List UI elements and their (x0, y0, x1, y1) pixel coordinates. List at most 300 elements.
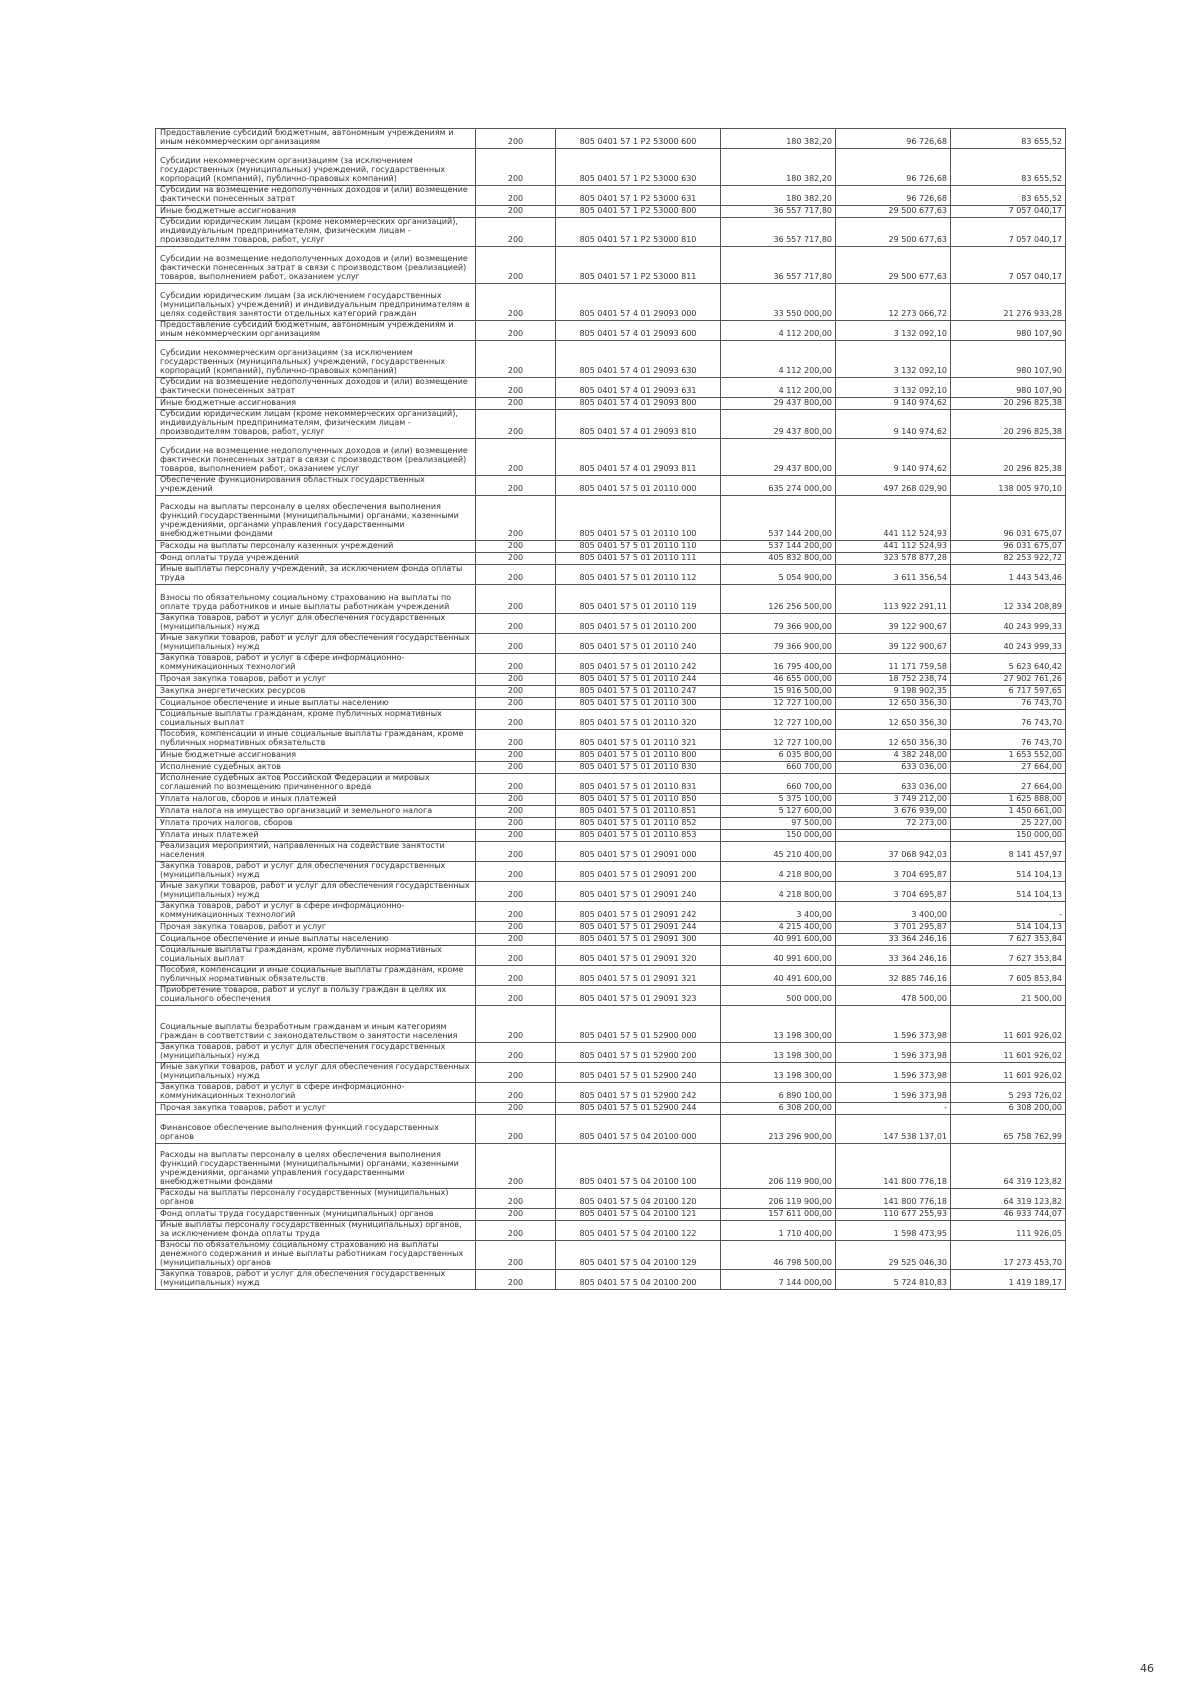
row-kbk: 805 0401 57 4 01 29093 000 (556, 284, 721, 321)
table-row (156, 842, 1066, 862)
row-kbk: 805 0401 57 5 01 20110 111 (556, 553, 721, 565)
row-approved: 4 218 800,00 (721, 862, 836, 882)
row-unexecuted: 65 758 762,99 (951, 1115, 1066, 1144)
table-row (156, 149, 1066, 186)
row-code: 200 (476, 186, 556, 206)
row-executed: 3 704 695,87 (836, 862, 951, 882)
row-code: 200 (476, 541, 556, 553)
row-executed: 3 132 092,10 (836, 321, 951, 341)
row-code: 200 (476, 774, 556, 794)
row-unexecuted: 1 443 543,46 (951, 565, 1066, 585)
row-unexecuted: 980 107,90 (951, 341, 1066, 378)
row-approved: 500 000,00 (721, 986, 836, 1006)
row-code: 200 (476, 585, 556, 614)
row-executed: 9 198 902,35 (836, 686, 951, 698)
row-name: Социальные выплаты гражданам, кроме публичных нормативных социальных выплат (156, 946, 476, 966)
row-kbk: 805 0401 57 5 01 20110 852 (556, 818, 721, 830)
row-executed: 96 726,68 (836, 149, 951, 186)
row-approved: 79 366 900,00 (721, 634, 836, 654)
row-name: Субсидии юридическим лицам (за исключением государственных (муниципальных) учреждений) и индивидуальным предпринимателям в целях содействия занятости отдельных категорий граждан (156, 284, 476, 321)
row-approved: 5 375 100,00 (721, 794, 836, 806)
row-name: Субсидии на возмещение недополученных доходов и (или) возмещение фактически понесенных затрат (156, 186, 476, 206)
row-unexecuted: 7 057 040,17 (951, 247, 1066, 284)
row-unexecuted: 96 031 675,07 (951, 496, 1066, 541)
table-row (156, 862, 1066, 882)
row-name: Фонд оплаты труда государственных (муниципальных) органов (156, 1209, 476, 1221)
table-row (156, 762, 1066, 774)
row-name: Социальное обеспечение и иные выплаты населению (156, 698, 476, 710)
row-unexecuted: 27 664,00 (951, 774, 1066, 794)
row-code: 200 (476, 1209, 556, 1221)
row-executed: 147 538 137,01 (836, 1115, 951, 1144)
row-name: Уплата налогов, сборов и иных платежей (156, 794, 476, 806)
row-approved: 13 198 300,00 (721, 1063, 836, 1083)
row-approved: 97 500,00 (721, 818, 836, 830)
row-code: 200 (476, 882, 556, 902)
row-executed: 3 400,00 (836, 902, 951, 922)
row-code: 200 (476, 1221, 556, 1241)
row-unexecuted: 11 601 926,02 (951, 1043, 1066, 1063)
row-name: Закупка товаров, работ и услуг в сфере информационно-коммуникационных технологий (156, 902, 476, 922)
row-name: Приобретение товаров, работ и услуг в пользу граждан в целях их социального обеспечения (156, 986, 476, 1006)
row-code: 200 (476, 284, 556, 321)
row-kbk: 805 0401 57 5 01 20110 850 (556, 794, 721, 806)
row-name: Расходы на выплаты персоналу в целях обеспечения выполнения функций государственными (муниципальными) органами, казенными учреждениями, органами управления государственными внебюджетными фондами (156, 496, 476, 541)
row-name: Закупка товаров, работ и услуг для обеспечения государственных (муниципальных) нужд (156, 1043, 476, 1063)
row-code: 200 (476, 439, 556, 476)
row-unexecuted: 46 933 744,07 (951, 1209, 1066, 1221)
row-executed: 141 800 776,18 (836, 1144, 951, 1189)
row-name: Уплата прочих налогов, сборов (156, 818, 476, 830)
row-approved: 36 557 717,80 (721, 206, 836, 218)
row-executed: 12 273 066,72 (836, 284, 951, 321)
row-code: 200 (476, 565, 556, 585)
row-unexecuted: 138 005 970,10 (951, 476, 1066, 496)
table-row (156, 1221, 1066, 1241)
table-row (156, 830, 1066, 842)
row-unexecuted: 5 623 640,42 (951, 654, 1066, 674)
table-row (156, 398, 1066, 410)
row-kbk: 805 0401 57 5 01 20110 110 (556, 541, 721, 553)
row-executed: 113 922 291,11 (836, 585, 951, 614)
row-approved: 5 054 900,00 (721, 565, 836, 585)
row-code: 200 (476, 1043, 556, 1063)
row-approved: 3 400,00 (721, 902, 836, 922)
row-executed: 441 112 524,93 (836, 541, 951, 553)
row-unexecuted: 6 717 597,65 (951, 686, 1066, 698)
row-executed: 29 525 046,30 (836, 1241, 951, 1270)
row-code: 200 (476, 1189, 556, 1209)
row-approved: 13 198 300,00 (721, 1043, 836, 1063)
row-executed: 12 650 356,30 (836, 710, 951, 730)
row-executed: 441 112 524,93 (836, 496, 951, 541)
table-row (156, 1063, 1066, 1083)
row-name: Социальные выплаты гражданам, кроме публичных нормативных социальных выплат (156, 710, 476, 730)
table-row (156, 541, 1066, 553)
row-unexecuted: 76 743,70 (951, 698, 1066, 710)
row-code: 200 (476, 247, 556, 284)
row-approved: 180 382,20 (721, 129, 836, 149)
row-approved: 29 437 800,00 (721, 410, 836, 439)
row-kbk: 805 0401 57 1 Р2 53000 810 (556, 218, 721, 247)
row-code: 200 (476, 1063, 556, 1083)
table-row (156, 585, 1066, 614)
row-unexecuted: 96 031 675,07 (951, 541, 1066, 553)
row-unexecuted: 83 655,52 (951, 149, 1066, 186)
row-unexecuted: 7 057 040,17 (951, 218, 1066, 247)
row-kbk: 805 0401 57 5 01 20110 853 (556, 830, 721, 842)
row-name: Закупка товаров, работ и услуг для обеспечения государственных (муниципальных) нужд (156, 614, 476, 634)
table-row (156, 806, 1066, 818)
row-executed: 323 578 877,28 (836, 553, 951, 565)
row-approved: 45 210 400,00 (721, 842, 836, 862)
row-name: Расходы на выплаты персоналу казенных учреждений (156, 541, 476, 553)
row-approved: 157 611 000,00 (721, 1209, 836, 1221)
table-row (156, 378, 1066, 398)
row-approved: 126 256 500,00 (721, 585, 836, 614)
row-code: 200 (476, 698, 556, 710)
row-kbk: 805 0401 57 5 01 20110 000 (556, 476, 721, 496)
row-name: Прочая закупка товаров, работ и услуг (156, 922, 476, 934)
row-kbk: 805 0401 57 5 01 52900 000 (556, 1006, 721, 1043)
table-row (156, 1043, 1066, 1063)
row-unexecuted: 20 296 825,38 (951, 410, 1066, 439)
table-row (156, 565, 1066, 585)
row-executed: 72 273,00 (836, 818, 951, 830)
table-row (156, 1006, 1066, 1043)
row-executed: 110 677 255,93 (836, 1209, 951, 1221)
row-executed: 1 598 473,95 (836, 1221, 951, 1241)
row-executed: 3 701 295,87 (836, 922, 951, 934)
row-name: Иные бюджетные ассигнования (156, 398, 476, 410)
row-name: Взносы по обязательному социальному страхованию на выплаты денежного содержания и иные выплаты работникам государственных (муниципальных) органов (156, 1241, 476, 1270)
row-unexecuted: 40 243 999,33 (951, 634, 1066, 654)
row-executed: 141 800 776,18 (836, 1189, 951, 1209)
row-executed: 9 140 974,62 (836, 410, 951, 439)
table-row (156, 710, 1066, 730)
row-code: 200 (476, 398, 556, 410)
row-code: 200 (476, 149, 556, 186)
row-kbk: 805 0401 57 4 01 29093 800 (556, 398, 721, 410)
row-kbk: 805 0401 57 5 01 20110 119 (556, 585, 721, 614)
row-kbk: 805 0401 57 5 01 29091 321 (556, 966, 721, 986)
row-executed: 33 364 246,16 (836, 934, 951, 946)
row-executed: 18 752 238,74 (836, 674, 951, 686)
row-unexecuted: 76 743,70 (951, 710, 1066, 730)
row-executed: 96 726,68 (836, 129, 951, 149)
page-number: 46 (1140, 1662, 1154, 1675)
row-executed: 12 650 356,30 (836, 698, 951, 710)
row-approved: 13 198 300,00 (721, 1006, 836, 1043)
table-row (156, 1270, 1066, 1290)
row-name: Уплата иных платежей (156, 830, 476, 842)
table-row (156, 882, 1066, 902)
table-row (156, 247, 1066, 284)
row-name: Уплата налога на имущество организаций и земельного налога (156, 806, 476, 818)
row-name: Иные бюджетные ассигнования (156, 206, 476, 218)
row-kbk: 805 0401 57 5 01 29091 200 (556, 862, 721, 882)
row-name: Иные закупки товаров, работ и услуг для обеспечения государственных (муниципальных) нужд (156, 634, 476, 654)
row-code: 200 (476, 1144, 556, 1189)
row-approved: 4 215 400,00 (721, 922, 836, 934)
table-row (156, 686, 1066, 698)
row-code: 200 (476, 129, 556, 149)
row-name: Расходы на выплаты персоналу государственных (муниципальных) органов (156, 1189, 476, 1209)
row-unexecuted: 27 902 761,26 (951, 674, 1066, 686)
row-kbk: 805 0401 57 1 Р2 53000 600 (556, 129, 721, 149)
row-executed: 497 268 029,90 (836, 476, 951, 496)
row-approved: 15 916 500,00 (721, 686, 836, 698)
row-kbk: 805 0401 57 5 01 20110 242 (556, 654, 721, 674)
row-approved: 150 000,00 (721, 830, 836, 842)
row-code: 200 (476, 862, 556, 882)
row-approved: 635 274 000,00 (721, 476, 836, 496)
row-name: Социальное обеспечение и иные выплаты населению (156, 934, 476, 946)
row-approved: 29 437 800,00 (721, 439, 836, 476)
row-unexecuted: 5 293 726,02 (951, 1083, 1066, 1103)
row-approved: 537 144 200,00 (721, 541, 836, 553)
row-kbk: 805 0401 57 5 01 20110 240 (556, 634, 721, 654)
row-code: 200 (476, 1103, 556, 1115)
row-approved: 29 437 800,00 (721, 398, 836, 410)
row-approved: 12 727 100,00 (721, 730, 836, 750)
row-executed: 29 500 677,63 (836, 218, 951, 247)
row-kbk: 805 0401 57 5 01 20110 112 (556, 565, 721, 585)
row-unexecuted: 980 107,90 (951, 378, 1066, 398)
row-unexecuted: 1 419 189,17 (951, 1270, 1066, 1290)
row-unexecuted: 7 627 353,84 (951, 934, 1066, 946)
table-row (156, 410, 1066, 439)
row-executed: 633 036,00 (836, 762, 951, 774)
row-approved: 1 710 400,00 (721, 1221, 836, 1241)
row-kbk: 805 0401 57 4 01 29093 600 (556, 321, 721, 341)
row-kbk: 805 0401 57 5 04 20100 100 (556, 1144, 721, 1189)
row-kbk: 805 0401 57 5 01 20110 247 (556, 686, 721, 698)
row-unexecuted: 8 141 457,97 (951, 842, 1066, 862)
row-kbk: 805 0401 57 5 04 20100 129 (556, 1241, 721, 1270)
row-code: 200 (476, 922, 556, 934)
row-unexecuted: 83 655,52 (951, 186, 1066, 206)
row-executed: 96 726,68 (836, 186, 951, 206)
row-executed: 3 132 092,10 (836, 341, 951, 378)
row-code: 200 (476, 806, 556, 818)
row-name: Взносы по обязательному социальному страхованию на выплаты по оплате труда работников и иные выплаты работникам учреждений (156, 585, 476, 614)
table-row (156, 1083, 1066, 1103)
row-unexecuted: - (951, 902, 1066, 922)
row-unexecuted: 25 227,00 (951, 818, 1066, 830)
row-approved: 206 119 900,00 (721, 1189, 836, 1209)
row-kbk: 805 0401 57 5 01 20110 200 (556, 614, 721, 634)
row-kbk: 805 0401 57 5 01 29091 240 (556, 882, 721, 902)
row-executed: - (836, 1103, 951, 1115)
row-unexecuted: 7 605 853,84 (951, 966, 1066, 986)
row-unexecuted: 1 653 552,00 (951, 750, 1066, 762)
row-name: Финансовое обеспечение выполнения функций государственных органов (156, 1115, 476, 1144)
row-executed: 478 500,00 (836, 986, 951, 1006)
row-kbk: 805 0401 57 5 01 20110 831 (556, 774, 721, 794)
row-kbk: 805 0401 57 5 01 20110 851 (556, 806, 721, 818)
row-approved: 660 700,00 (721, 762, 836, 774)
row-name: Фонд оплаты труда учреждений (156, 553, 476, 565)
row-code: 200 (476, 762, 556, 774)
row-code: 200 (476, 818, 556, 830)
row-kbk: 805 0401 57 5 01 29091 244 (556, 922, 721, 934)
row-code: 200 (476, 710, 556, 730)
row-code: 200 (476, 496, 556, 541)
row-code: 200 (476, 686, 556, 698)
row-executed (836, 830, 951, 842)
row-kbk: 805 0401 57 5 04 20100 122 (556, 1221, 721, 1241)
table-row (156, 284, 1066, 321)
table-row (156, 1103, 1066, 1115)
row-approved: 16 795 400,00 (721, 654, 836, 674)
row-approved: 180 382,20 (721, 186, 836, 206)
row-code: 200 (476, 1241, 556, 1270)
row-kbk: 805 0401 57 5 01 52900 200 (556, 1043, 721, 1063)
table-row (156, 946, 1066, 966)
row-kbk: 805 0401 57 5 01 29091 300 (556, 934, 721, 946)
row-executed: 12 650 356,30 (836, 730, 951, 750)
table-row (156, 674, 1066, 686)
table-row (156, 986, 1066, 1006)
row-approved: 46 655 000,00 (721, 674, 836, 686)
row-executed: 3 676 939,00 (836, 806, 951, 818)
row-approved: 12 727 100,00 (721, 698, 836, 710)
table-row (156, 614, 1066, 634)
row-approved: 46 798 500,00 (721, 1241, 836, 1270)
row-code: 200 (476, 794, 556, 806)
row-code: 200 (476, 553, 556, 565)
row-code: 200 (476, 410, 556, 439)
row-executed: 29 500 677,63 (836, 247, 951, 284)
row-approved: 40 491 600,00 (721, 966, 836, 986)
table-row (156, 553, 1066, 565)
row-approved: 4 218 800,00 (721, 882, 836, 902)
row-approved: 40 991 600,00 (721, 934, 836, 946)
row-name: Иные выплаты персоналу государственных (муниципальных) органов, за исключением фонда оплаты труда (156, 1221, 476, 1241)
row-executed: 39 122 900,67 (836, 614, 951, 634)
row-unexecuted: 20 296 825,38 (951, 439, 1066, 476)
table-row (156, 1115, 1066, 1144)
row-approved: 660 700,00 (721, 774, 836, 794)
table-row (156, 1144, 1066, 1189)
table-body (156, 129, 1066, 1290)
row-code: 200 (476, 946, 556, 966)
row-unexecuted: 514 104,13 (951, 882, 1066, 902)
row-executed: 9 140 974,62 (836, 398, 951, 410)
row-executed: 1 596 373,98 (836, 1043, 951, 1063)
row-kbk: 805 0401 57 4 01 29093 810 (556, 410, 721, 439)
table-row (156, 794, 1066, 806)
row-executed: 39 122 900,67 (836, 634, 951, 654)
row-unexecuted: 20 296 825,38 (951, 398, 1066, 410)
row-kbk: 805 0401 57 1 Р2 53000 631 (556, 186, 721, 206)
row-code: 200 (476, 218, 556, 247)
table-row (156, 129, 1066, 149)
table-row (156, 1189, 1066, 1209)
row-name: Прочая закупка товаров, работ и услуг (156, 674, 476, 686)
row-executed: 33 364 246,16 (836, 946, 951, 966)
row-code: 200 (476, 378, 556, 398)
row-code: 200 (476, 674, 556, 686)
row-unexecuted: 150 000,00 (951, 830, 1066, 842)
row-kbk: 805 0401 57 5 04 20100 200 (556, 1270, 721, 1290)
row-unexecuted: 21 276 933,28 (951, 284, 1066, 321)
row-name: Иные закупки товаров, работ и услуг для обеспечения государственных (муниципальных) нужд (156, 882, 476, 902)
row-unexecuted: 111 926,05 (951, 1221, 1066, 1241)
table-row (156, 774, 1066, 794)
row-unexecuted: 76 743,70 (951, 730, 1066, 750)
row-code: 200 (476, 1270, 556, 1290)
row-unexecuted: 64 319 123,82 (951, 1189, 1066, 1209)
row-name: Иные закупки товаров, работ и услуг для обеспечения государственных (муниципальных) нужд (156, 1063, 476, 1083)
table-row (156, 321, 1066, 341)
row-unexecuted: 514 104,13 (951, 922, 1066, 934)
row-kbk: 805 0401 57 5 01 52900 244 (556, 1103, 721, 1115)
row-executed: 3 611 356,54 (836, 565, 951, 585)
row-name: Субсидии некоммерческим организациям (за исключением государственных (муниципальных) учреждений, государственных корпораций (компаний), публично-правовых компаний) (156, 149, 476, 186)
table-row (156, 439, 1066, 476)
row-unexecuted: 82 253 922,72 (951, 553, 1066, 565)
table-row (156, 730, 1066, 750)
table-row (156, 902, 1066, 922)
row-executed: 633 036,00 (836, 774, 951, 794)
row-code: 200 (476, 654, 556, 674)
row-unexecuted: 17 273 453,70 (951, 1241, 1066, 1270)
row-approved: 7 144 000,00 (721, 1270, 836, 1290)
row-unexecuted: 7 057 040,17 (951, 206, 1066, 218)
row-code: 200 (476, 934, 556, 946)
table-row (156, 966, 1066, 986)
row-name: Обеспечение функционирования областных государственных учреждений (156, 476, 476, 496)
row-executed: 1 596 373,98 (836, 1006, 951, 1043)
row-kbk: 805 0401 57 4 01 29093 630 (556, 341, 721, 378)
row-name: Пособия, компенсации и иные социальные выплаты гражданам, кроме публичных нормативных обязательств (156, 966, 476, 986)
row-approved: 4 112 200,00 (721, 341, 836, 378)
row-code: 200 (476, 842, 556, 862)
row-name: Субсидии некоммерческим организациям (за исключением государственных (муниципальных) учреждений, государственных корпораций (компаний), публично-правовых компаний) (156, 341, 476, 378)
row-name: Субсидии на возмещение недополученных доходов и (или) возмещение фактически понесенных затрат в связи с производством (реализацией) товаров, выполнением работ, оказанием услуг (156, 247, 476, 284)
row-unexecuted: 12 334 208,89 (951, 585, 1066, 614)
row-kbk: 805 0401 57 5 01 52900 240 (556, 1063, 721, 1083)
row-kbk: 805 0401 57 5 01 20110 830 (556, 762, 721, 774)
row-name: Исполнение судебных актов (156, 762, 476, 774)
row-executed: 4 382 248,00 (836, 750, 951, 762)
row-kbk: 805 0401 57 5 01 52900 242 (556, 1083, 721, 1103)
table-row (156, 818, 1066, 830)
table-row (156, 634, 1066, 654)
row-approved: 12 727 100,00 (721, 710, 836, 730)
row-unexecuted: 21 500,00 (951, 986, 1066, 1006)
row-unexecuted: 11 601 926,02 (951, 1006, 1066, 1043)
row-executed: 37 068 942,03 (836, 842, 951, 862)
row-name: Реализация мероприятий, направленных на содействие занятости населения (156, 842, 476, 862)
row-unexecuted: 7 627 353,84 (951, 946, 1066, 966)
row-executed: 1 596 373,98 (836, 1083, 951, 1103)
row-code: 200 (476, 750, 556, 762)
row-code: 200 (476, 730, 556, 750)
table-row (156, 206, 1066, 218)
table-row (156, 698, 1066, 710)
row-kbk: 805 0401 57 5 04 20100 000 (556, 1115, 721, 1144)
row-executed: 1 596 373,98 (836, 1063, 951, 1083)
row-approved: 36 557 717,80 (721, 247, 836, 284)
row-code: 200 (476, 614, 556, 634)
table-row (156, 341, 1066, 378)
row-kbk: 805 0401 57 1 Р2 53000 800 (556, 206, 721, 218)
table-row (156, 654, 1066, 674)
row-kbk: 805 0401 57 1 Р2 53000 630 (556, 149, 721, 186)
